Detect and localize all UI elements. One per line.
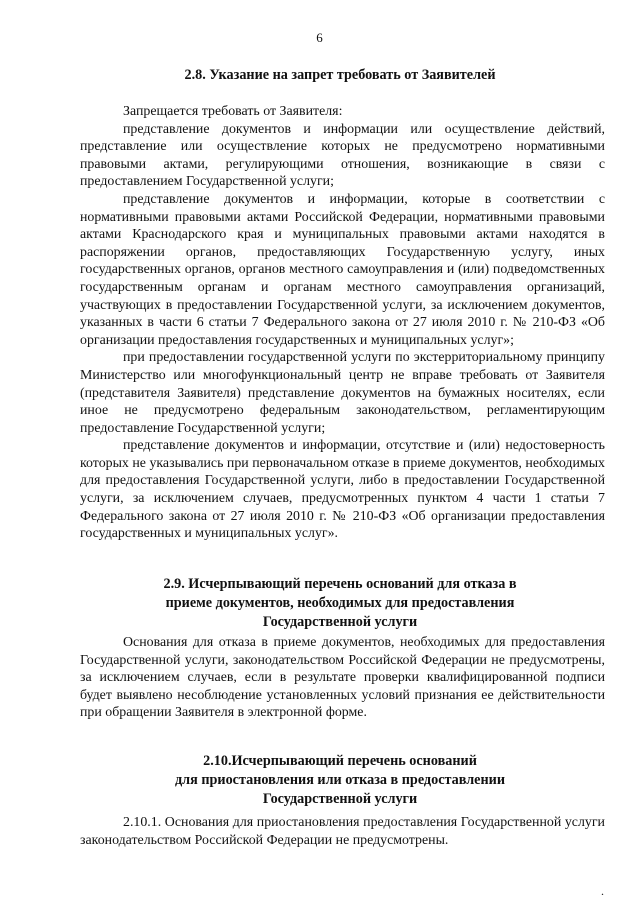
paragraph: представление документов и информации или осуществление действий, представление или осуществление которых не предусмотрено нормативными правовыми актами, регулирующими отношения, возникающие в связи с предоставлением Государственной услуги; <box>80 121 605 190</box>
paragraph: Запрещается требовать от Заявителя: <box>123 104 343 119</box>
section-2-9-heading <box>70 575 610 632</box>
paragraph: Основания для отказа в приеме документов, необходимых для предоставления Государственной услуги, законодательством Российской Федерации не предусмотрены, за исключением случаев, если в результате проверки квалифицированной подписи будет выявлено несоблюдение установленных условий признания ее действительности при обращении Заявителя в электронной форме. <box>80 635 605 721</box>
section-2-9-body <box>80 634 605 722</box>
heading-line: Государственной услуги <box>262 614 418 630</box>
heading-line: 2.9. Исчерпывающий перечень оснований для отказа в <box>163 576 517 592</box>
paragraph: представление документов и информации, которые в соответствии с нормативными правовыми актами Российской Федерации, нормативными правовыми актами Краснодарского края и муниципальных правовыми актами находятся в распоряжении органов, предоставляющих Государственную услугу, иных государственных органов, органов местного самоуправления и (или) подведомственных государственным органам и органам местного самоуправления организаций, участвующих в предоставлении Государственной услуги, за исключением документов, указанных в части 6 статьи 7 Федерального закона от 27 июля 2010 г. № 210-ФЗ «Об организации предоставления государственных и муниципальных услуг»; <box>80 191 605 348</box>
heading-line: для приостановления или отказа в предоставлении <box>174 772 505 788</box>
page-number: 6 <box>316 30 323 45</box>
heading-line: приеме документов, необходимых для предоставления <box>165 595 515 611</box>
paragraph: 2.10.1. Основания для приостановления предоставления Государственной услуги законодательством Российской Федерации не предусмотрены. <box>80 815 605 848</box>
paragraph: представление документов и информации, отсутствие и (или) недостоверность которых не указывались при первоначальном отказе в приеме документов, необходимых для предоставления Государственной услуги, либо в предоставлении Государственной услуги, за исключением случаев, предусмотренных пунктом 4 части 1 статьи 7 Федерального закона от 27 июля 2010 г. № 210-ФЗ «Об организации предоставления государственных и муниципальных услуг». <box>80 438 605 542</box>
paragraph: при предоставлении государственной услуги по экстерриториальному принципу Министерство или многофункциональный центр не вправе требовать от Заявителя (представителя Заявителя) представление документов на бумажных носителях, если иное не предусмотрено федеральным законодательством, регламентирующим предоставление Государственной услуги; <box>80 350 605 436</box>
section-2-10-body <box>80 814 605 849</box>
footer-mark: . <box>601 884 604 898</box>
section-2-8-body <box>80 103 605 543</box>
heading-line: 2.10.Исчерпывающий перечень оснований <box>203 753 477 769</box>
section-2-10-heading <box>70 752 610 809</box>
heading-line: Государственной услуги <box>262 791 418 807</box>
section-2-8-heading: 2.8. Указание на запрет требовать от Заявителей <box>184 67 496 83</box>
